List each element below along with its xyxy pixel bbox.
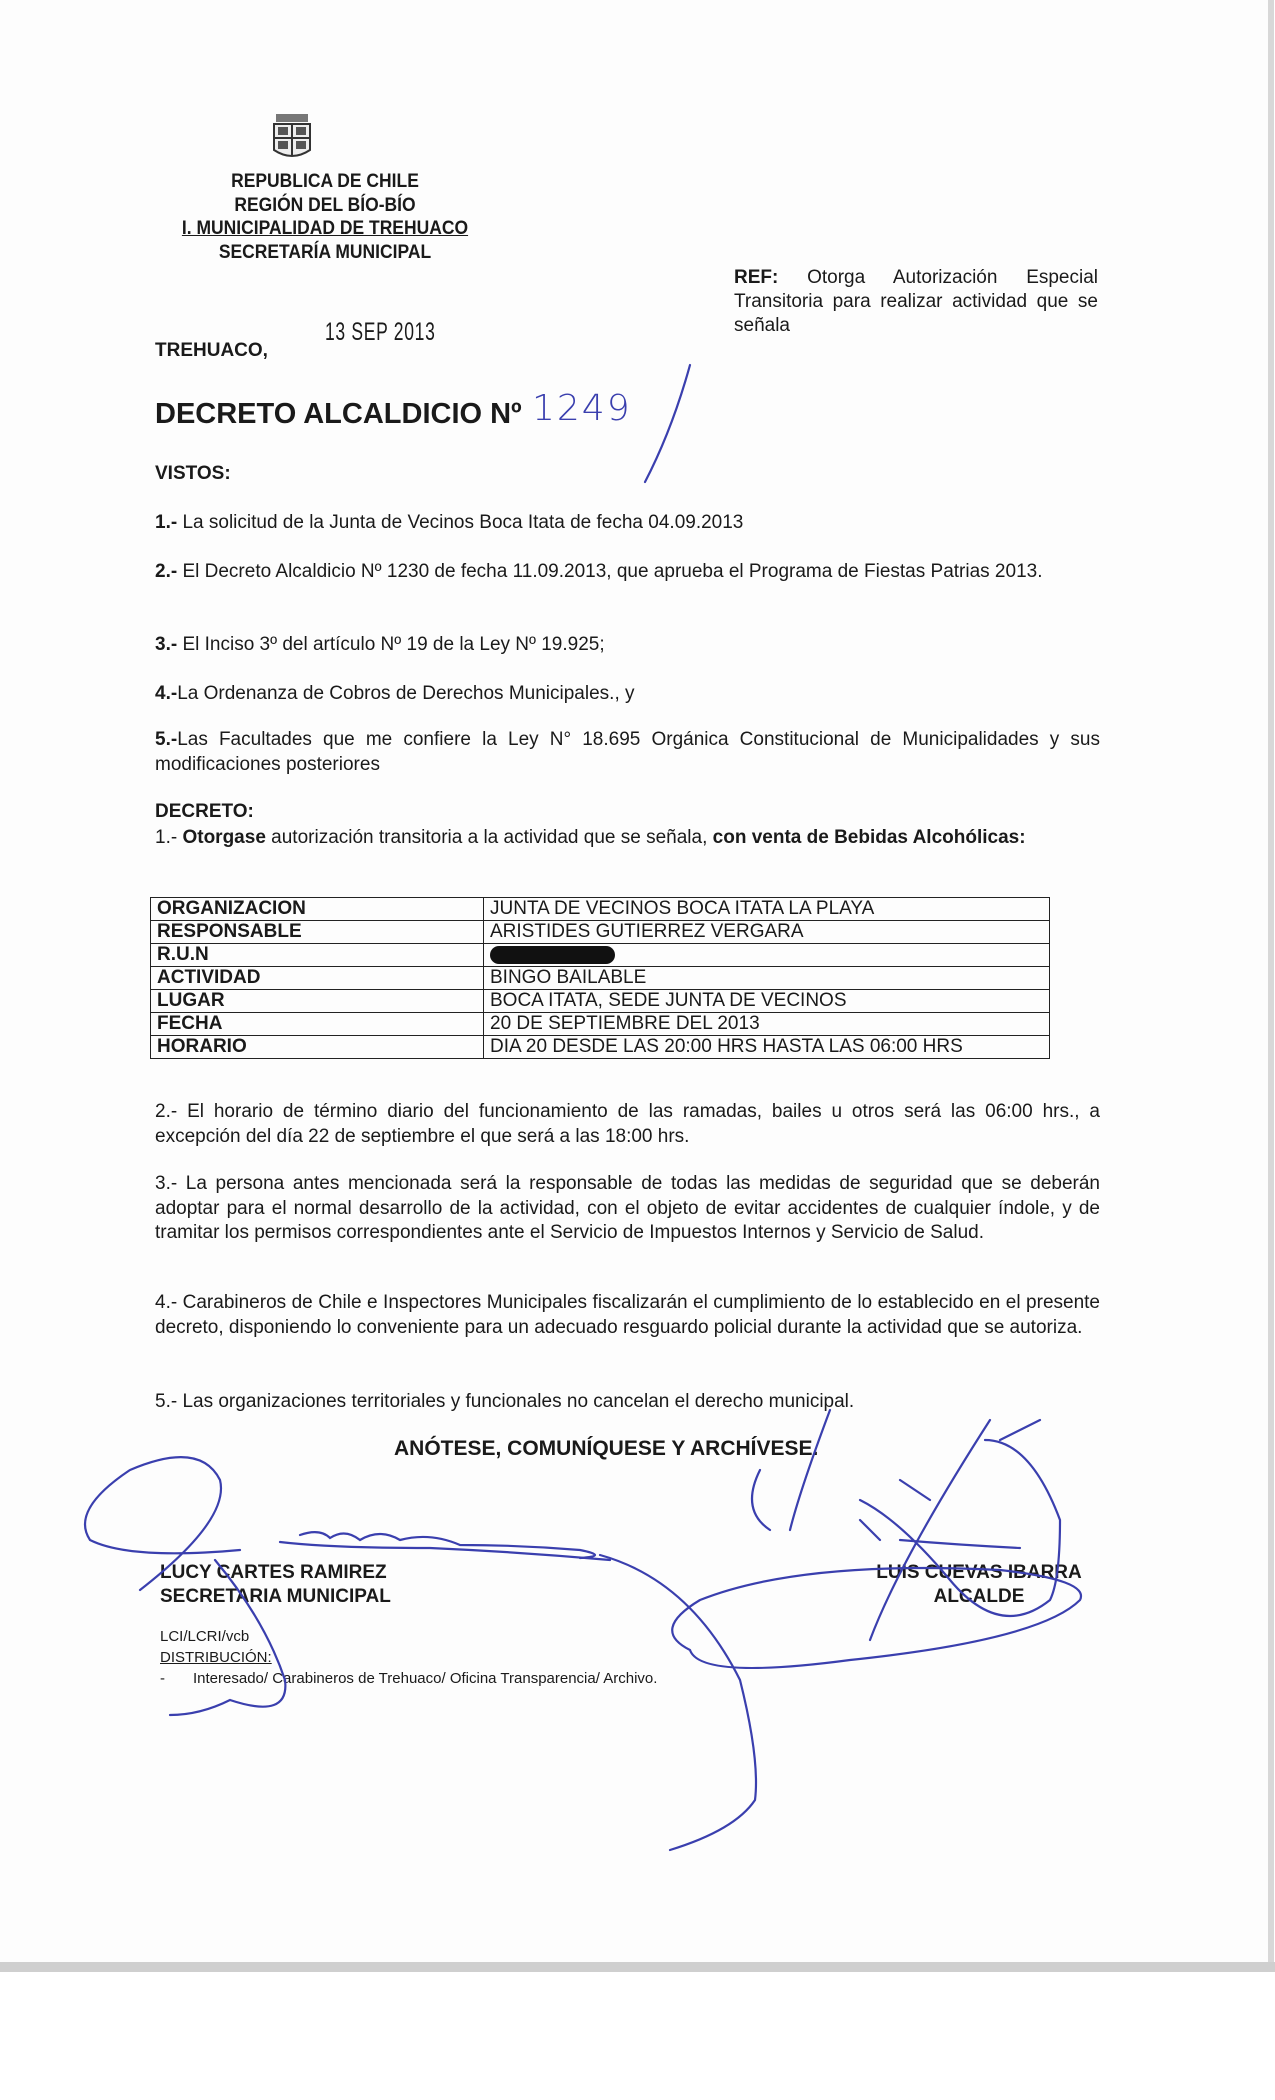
table-row bbox=[151, 921, 1050, 944]
signer-name: LUCY CARTES RAMIREZ bbox=[160, 1562, 387, 1583]
visto-item bbox=[155, 632, 1100, 657]
footer bbox=[160, 1626, 657, 1689]
item-text: La solicitud de la Junta de Vecinos Boca Itata de fecha 04.09.2013 bbox=[177, 512, 744, 533]
ref-text: Otorga Autorización Especial Transitoria para realizar actividad que se señala bbox=[734, 267, 1099, 336]
visto-item bbox=[155, 727, 1100, 777]
row-key: ACTIVIDAD bbox=[151, 967, 484, 990]
row-key: R.U.N bbox=[151, 944, 484, 967]
header-line: REGIÓN DEL BÍO-BÍO bbox=[234, 194, 416, 216]
header-line: I. MUNICIPALIDAD DE TREHUACO bbox=[181, 218, 469, 239]
item-text: autorización transitoria a la actividad que se señala, bbox=[265, 827, 713, 848]
table-row bbox=[151, 1036, 1050, 1059]
activity-table bbox=[150, 897, 1050, 1059]
table-row bbox=[151, 898, 1050, 921]
institution-header bbox=[164, 170, 486, 264]
date-stamp: 13 SEP 2013 bbox=[325, 318, 436, 346]
visto-item bbox=[155, 681, 1100, 706]
decree-number-handwritten: 1249 bbox=[532, 388, 632, 429]
redaction-mark bbox=[490, 946, 615, 964]
table-row bbox=[151, 990, 1050, 1013]
row-value: BINGO BAILABLE bbox=[484, 967, 1050, 990]
vistos-heading: VISTOS: bbox=[155, 463, 231, 484]
item-number: 1.- bbox=[155, 827, 178, 848]
row-key: ORGANIZACION bbox=[151, 898, 484, 921]
row-key: HORARIO bbox=[151, 1036, 484, 1059]
decreto-item: 3.- La persona antes mencionada será la responsable de todas las medidas de seguridad que se deberán adoptar para el normal desarrollo de la actividad, con el objeto de evitar accidentes de cualquier índole, y de tramitar los permisos correspondientes ante el Servicio de Impuestos Internos y Servicio de Salud. bbox=[155, 1173, 1100, 1243]
bullet: - bbox=[160, 1670, 165, 1687]
row-value: ARISTIDES GUTIERREZ VERGARA bbox=[484, 921, 1050, 944]
table-row bbox=[151, 944, 1050, 967]
signature-block-secretary bbox=[160, 1561, 391, 1609]
row-key: RESPONSABLE bbox=[151, 921, 484, 944]
item-text: La Ordenanza de Cobros de Derechos Municipales., y bbox=[177, 683, 635, 704]
header-line: SECRETARÍA MUNICIPAL bbox=[218, 241, 432, 263]
table-row bbox=[151, 1013, 1050, 1036]
row-key: LUGAR bbox=[151, 990, 484, 1013]
closing-formula: ANÓTESE, COMUNÍQUESE Y ARCHÍVESE. bbox=[394, 1437, 819, 1460]
initials: LCI/LCRI/vcb bbox=[160, 1628, 250, 1645]
reference-block bbox=[734, 266, 1098, 338]
decreto-item: 4.- Carabineros de Chile e Inspectores Municipales fiscalizarán el cumplimiento de lo establecido en el presente decreto, disponiendo lo conveniente para un adecuado resguardo policial durante la actividad que se autoriza. bbox=[155, 1292, 1100, 1338]
signature-block-mayor bbox=[853, 1561, 1105, 1609]
signer-role: SECRETARIA MUNICIPAL bbox=[160, 1586, 391, 1607]
place: TREHUACO, bbox=[155, 340, 268, 361]
table-row bbox=[151, 967, 1050, 990]
coat-of-arms-logo bbox=[268, 112, 316, 162]
signer-name: LUIS CUEVAS IBARRA bbox=[876, 1562, 1082, 1583]
visto-item bbox=[155, 559, 1100, 584]
item-number: 5.- bbox=[155, 729, 178, 750]
visto-item bbox=[155, 510, 1100, 535]
item-text: Las Facultades que me confiere la Ley N° 18.695 Orgánica Constitucional de Municipalidades y sus modificaciones posteriores bbox=[155, 729, 1100, 775]
row-value: DIA 20 DESDE LAS 20:00 HRS HASTA LAS 06:00 HRS bbox=[484, 1036, 1050, 1059]
decreto-item-1 bbox=[155, 825, 1100, 850]
decreto-item: 2.- El horario de término diario del funcionamiento de las ramadas, bailes u otros será las 06:00 hrs., a excepción del día 22 de septiembre el que será a las 18:00 hrs. bbox=[155, 1101, 1100, 1147]
item-number: 3.- bbox=[155, 634, 178, 655]
ref-label: REF: bbox=[734, 267, 779, 288]
item-text: El Decreto Alcaldicio Nº 1230 de fecha 11.09.2013, que aprueba el Programa de Fiestas Patrias 2013. bbox=[177, 561, 1043, 582]
row-value: 20 DE SEPTIEMBRE DEL 2013 bbox=[484, 1013, 1050, 1036]
item-bold: Otorgase bbox=[182, 827, 266, 848]
row-key: FECHA bbox=[151, 1013, 484, 1036]
signer-role: ALCALDE bbox=[933, 1586, 1025, 1607]
item-text: El Inciso 3º del artículo Nº 19 de la Ley Nº 19.925; bbox=[177, 634, 605, 655]
item-number: 2.- bbox=[155, 561, 178, 582]
decreto-item: 5.- Las organizaciones territoriales y funcionales no cancelan el derecho municipal. bbox=[155, 1391, 855, 1412]
distribution-label: DISTRIBUCIÓN: bbox=[160, 1649, 272, 1666]
item-number: 1.- bbox=[155, 512, 178, 533]
header-line: REPUBLICA DE CHILE bbox=[231, 171, 419, 192]
item-bold: con venta de Bebidas Alcohólicas: bbox=[712, 827, 1026, 848]
item-number: 4.- bbox=[155, 683, 178, 704]
decreto-heading: DECRETO: bbox=[155, 801, 254, 822]
row-value bbox=[484, 944, 1050, 967]
distribution-list: Interesado/ Carabineros de Trehuaco/ Oficina Transparencia/ Archivo. bbox=[193, 1670, 658, 1687]
page-title: DECRETO ALCALDICIO Nº bbox=[155, 398, 522, 430]
scan-edge bbox=[0, 1962, 1275, 1972]
row-value: BOCA ITATA, SEDE JUNTA DE VECINOS bbox=[484, 990, 1050, 1013]
row-value: JUNTA DE VECINOS BOCA ITATA LA PLAYA bbox=[484, 898, 1050, 921]
